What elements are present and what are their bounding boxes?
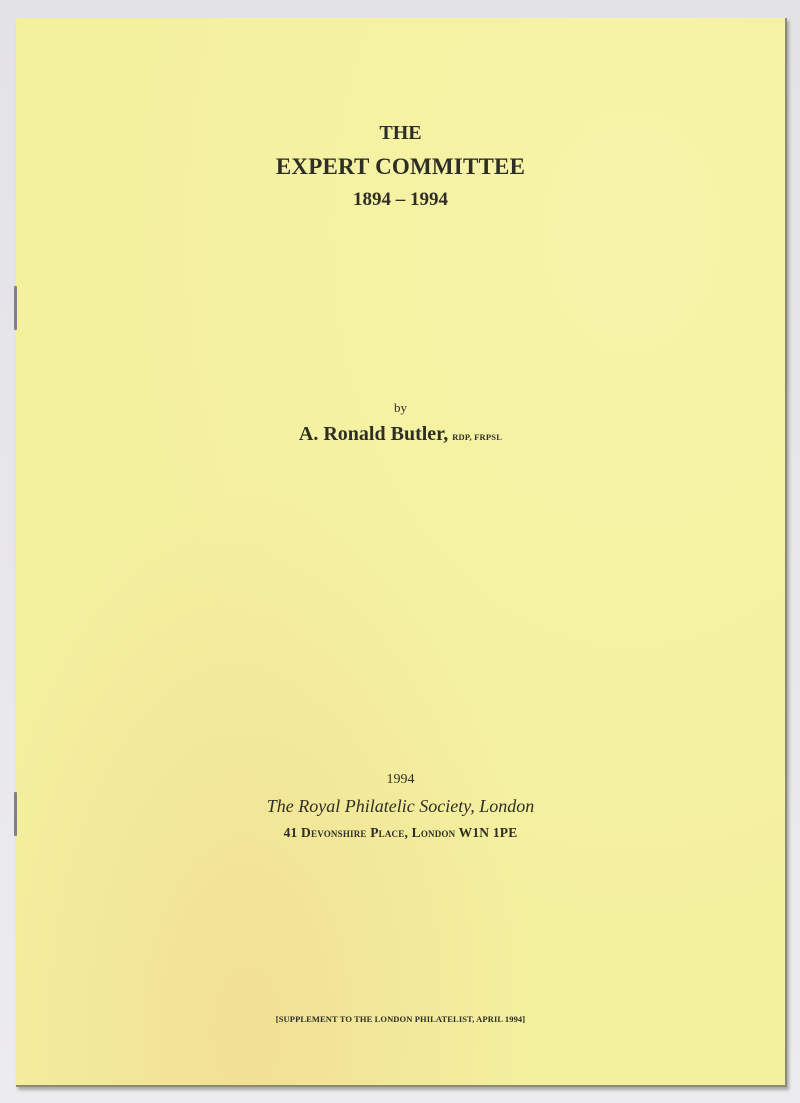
title-years: 1894 – 1994 <box>353 189 448 210</box>
author-line <box>16 423 785 446</box>
booklet-cover <box>16 18 787 1087</box>
publisher-name: The Royal Philatelic Society, London <box>266 796 535 816</box>
publisher-address: 41 Devonshire Place, London W1N 1PE <box>283 825 518 840</box>
author-credentials: RDP, FRPSL <box>452 432 503 442</box>
author-name: A. Ronald Butler, <box>298 423 449 445</box>
supplement-note: [SUPPLEMENT TO THE LONDON PHILATELIST, APRIL 1994] <box>275 1014 526 1024</box>
staple-top <box>14 286 17 330</box>
title-expert-committee: EXPERT COMMITTEE <box>275 154 526 179</box>
publication-year: 1994 <box>386 772 415 787</box>
by-line: by <box>394 400 407 415</box>
title-line-the: THE <box>379 122 422 144</box>
